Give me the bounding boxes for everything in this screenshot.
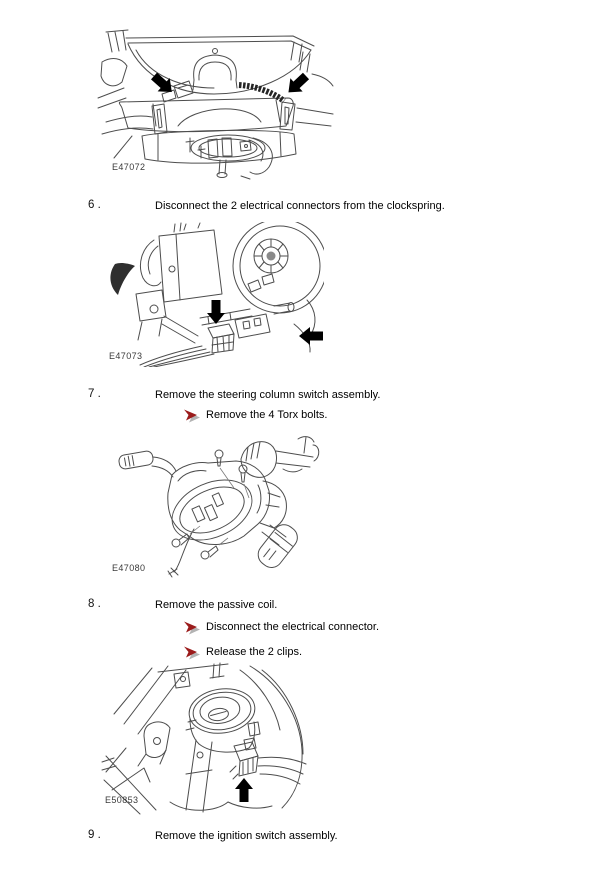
step-number: 6 .: [88, 199, 101, 211]
figure-steering-column-connectors: [98, 28, 333, 178]
black-arrow-left-icon: [299, 327, 323, 345]
technical-drawing-e47080: [108, 433, 320, 583]
figure-passive-coil: [100, 662, 312, 814]
dark-trim-shape: [110, 263, 135, 295]
figure-column-switch-assembly: [108, 433, 320, 583]
step-text: Remove the ignition switch assembly.: [155, 830, 338, 842]
step-text: Remove the steering column switch assembly.: [155, 389, 381, 401]
technical-drawing-e47072: [98, 28, 333, 178]
step-8: [0, 598, 611, 614]
figure-label: E47073: [109, 351, 143, 361]
substep-8-2: [0, 645, 611, 661]
substep-text: Disconnect the electrical connector.: [206, 621, 380, 633]
figure-label: E50853: [105, 795, 139, 805]
red-arrow-bullet-icon: [184, 646, 201, 660]
technical-drawing-e47073: [102, 222, 324, 367]
step-7: [0, 388, 611, 404]
step-number: 8 .: [88, 598, 101, 610]
black-arrow-left-connector-icon: [148, 69, 178, 98]
step-9: [0, 829, 611, 845]
step-6: [0, 199, 611, 215]
red-arrow-bullet-icon: [184, 621, 201, 635]
red-arrow-bullet-icon: [184, 409, 201, 423]
figure-clockspring: [102, 222, 324, 367]
substep-text: Release the 2 clips.: [206, 646, 302, 658]
figure-label: E47080: [112, 563, 146, 573]
substep-7-1: [0, 408, 611, 424]
black-arrow-down-icon: [207, 300, 225, 324]
step-text: Disconnect the 2 electrical connectors from the clockspring.: [155, 200, 445, 212]
substep-8-1: [0, 620, 611, 636]
step-text: Remove the passive coil.: [155, 599, 278, 611]
black-arrow-up-icon: [235, 778, 253, 802]
step-number: 9 .: [88, 829, 101, 841]
step-number: 7 .: [88, 388, 101, 400]
substep-text: Remove the 4 Torx bolts.: [206, 409, 328, 421]
figure-label: E47072: [112, 162, 146, 172]
technical-drawing-e50853: [100, 662, 312, 814]
